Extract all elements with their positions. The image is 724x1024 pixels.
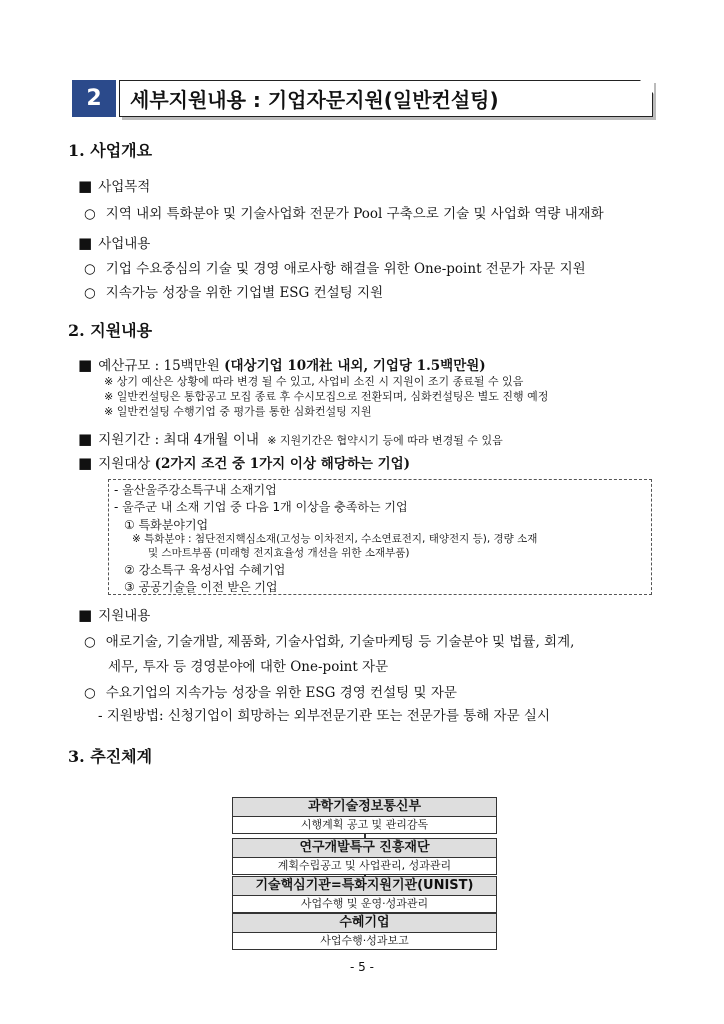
- target-option-1-note: ※ 특화분야 : 첨단전지핵심소재(고성능 이차전지, 수소연료전지, 태양전지 등), 경량 소재: [132, 533, 538, 545]
- budget-note: ※ 일반컨설팅 수행기업 중 평가를 통한 심화컨설팅 지원: [104, 405, 372, 418]
- org-box-beneficiary: [232, 913, 497, 950]
- heading-promotion-system: 3. 추진체계: [68, 747, 153, 766]
- circle-bullet-icon: ○: [84, 206, 96, 222]
- content-item: [84, 284, 383, 302]
- support-item: [84, 633, 574, 651]
- square-bullet-icon: ■: [78, 234, 93, 252]
- circle-bullet-icon: ○: [84, 634, 96, 650]
- target-option-3: ③ 공공기술을 이전 받은 기업: [124, 580, 278, 594]
- target-line-2: - 울주군 내 소재 기업 중 다음 1개 이상을 충족하는 기업: [114, 500, 408, 514]
- target-option-1-note-cont: 및 스마트부품 (미래형 전지효율성 개선을 위한 소재부품): [148, 547, 410, 559]
- org-role: 사업수행·성과보고: [233, 933, 496, 949]
- budget-label: 예산규모 : 15백만원: [98, 358, 220, 374]
- budget-note: ※ 상기 예산은 상황에 따라 변경 될 수 있고, 사업비 소진 시 지원이 조기 종료될 수 있음: [104, 375, 524, 388]
- content-label-row: [78, 234, 150, 253]
- content-item-text: 기업 수요중심의 기술 및 경영 애로사항 해결을 위한 One-point 전문가 자문 지원: [105, 261, 586, 277]
- purpose-label-row: [78, 177, 150, 196]
- support-item-continued: 세무, 투자 등 경영분야에 대한 One-point 자문: [108, 659, 389, 675]
- org-role: 사업수행 및 운영·성과관리: [233, 896, 496, 912]
- target-row: [78, 454, 410, 473]
- section-title-corner: [640, 80, 654, 94]
- target-line-1: - 울산울주강소특구내 소재기업: [114, 483, 277, 497]
- content-item: [84, 260, 586, 278]
- square-bullet-icon: ■: [78, 356, 93, 374]
- support-label: 지원내용: [98, 608, 151, 624]
- content-item-text: 지속가능 성장을 위한 기업별 ESG 컨설팅 지원: [105, 285, 384, 301]
- square-bullet-icon: ■: [78, 177, 93, 195]
- org-name: 연구개발특구 진흥재단: [233, 839, 496, 858]
- period-row: [78, 430, 503, 449]
- circle-bullet-icon: ○: [84, 685, 96, 701]
- support-method: - 지원방법: 신청기업이 희망하는 외부전문기관 또는 전문가를 통해 자문 실시: [98, 708, 551, 724]
- org-name: 기술핵심기관=특화지원기관(UNIST): [233, 877, 496, 896]
- org-box-core-institution: [232, 876, 497, 913]
- target-option-1: ① 특화분야기업: [124, 518, 209, 532]
- target-option-2: ② 강소특구 육성사업 수혜기업: [124, 563, 286, 577]
- heading-business-overview: 1. 사업개요: [68, 141, 153, 160]
- purpose-item: [84, 205, 604, 223]
- budget-note: ※ 일반컨설팅은 통합공고 모집 종료 후 수시모집으로 전환되며, 심화컨설팅은 별도 진행 예정: [104, 390, 549, 403]
- org-name: 과학기술정보통신부: [233, 798, 496, 817]
- support-label-row: [78, 606, 150, 625]
- target-label: 지원대상: [98, 456, 151, 472]
- target-detail: (2가지 조건 중 1가지 이상 해당하는 기업): [154, 456, 411, 472]
- page-number: - 5 -: [350, 960, 374, 974]
- org-name: 수혜기업: [233, 914, 496, 933]
- period-note: ※ 지원기간은 협약시기 등에 따라 변경될 수 있음: [267, 434, 503, 447]
- budget-row: [78, 356, 486, 375]
- circle-bullet-icon: ○: [84, 261, 96, 277]
- budget-detail: (대상기업 10개社 내외, 기업당 1.5백만원): [224, 358, 486, 374]
- heading-support-content: 2. 지원내용: [68, 321, 153, 340]
- org-box-foundation: [232, 838, 497, 875]
- period-label: 지원기간 : 최대 4개월 이내: [98, 432, 259, 448]
- support-item-text: 수요기업의 지속가능 성장을 위한 ESG 경영 컨설팅 및 자문: [105, 685, 457, 701]
- purpose-label: 사업목적: [98, 179, 151, 195]
- square-bullet-icon: ■: [78, 606, 93, 624]
- org-role: 계획수립공고 및 사업관리, 성과관리: [233, 858, 496, 874]
- section-title: 세부지원내용 : 기업자문지원(일반컨설팅): [119, 80, 653, 117]
- square-bullet-icon: ■: [78, 454, 93, 472]
- circle-bullet-icon: ○: [84, 285, 96, 301]
- support-item: [84, 684, 457, 702]
- org-box-ministry: [232, 797, 497, 834]
- purpose-item-text: 지역 내외 특화분야 및 기술사업화 전문가 Pool 구축으로 기술 및 사업화 역량 내재화: [105, 206, 604, 222]
- section-number: 2: [72, 80, 116, 117]
- square-bullet-icon: ■: [78, 430, 93, 448]
- support-item-text: 애로기술, 기술개발, 제품화, 기술사업화, 기술마케팅 등 기술분야 및 법률, 회계,: [105, 634, 575, 650]
- content-label: 사업내용: [98, 236, 151, 252]
- org-role: 시행계획 공고 및 관리감독: [233, 817, 496, 833]
